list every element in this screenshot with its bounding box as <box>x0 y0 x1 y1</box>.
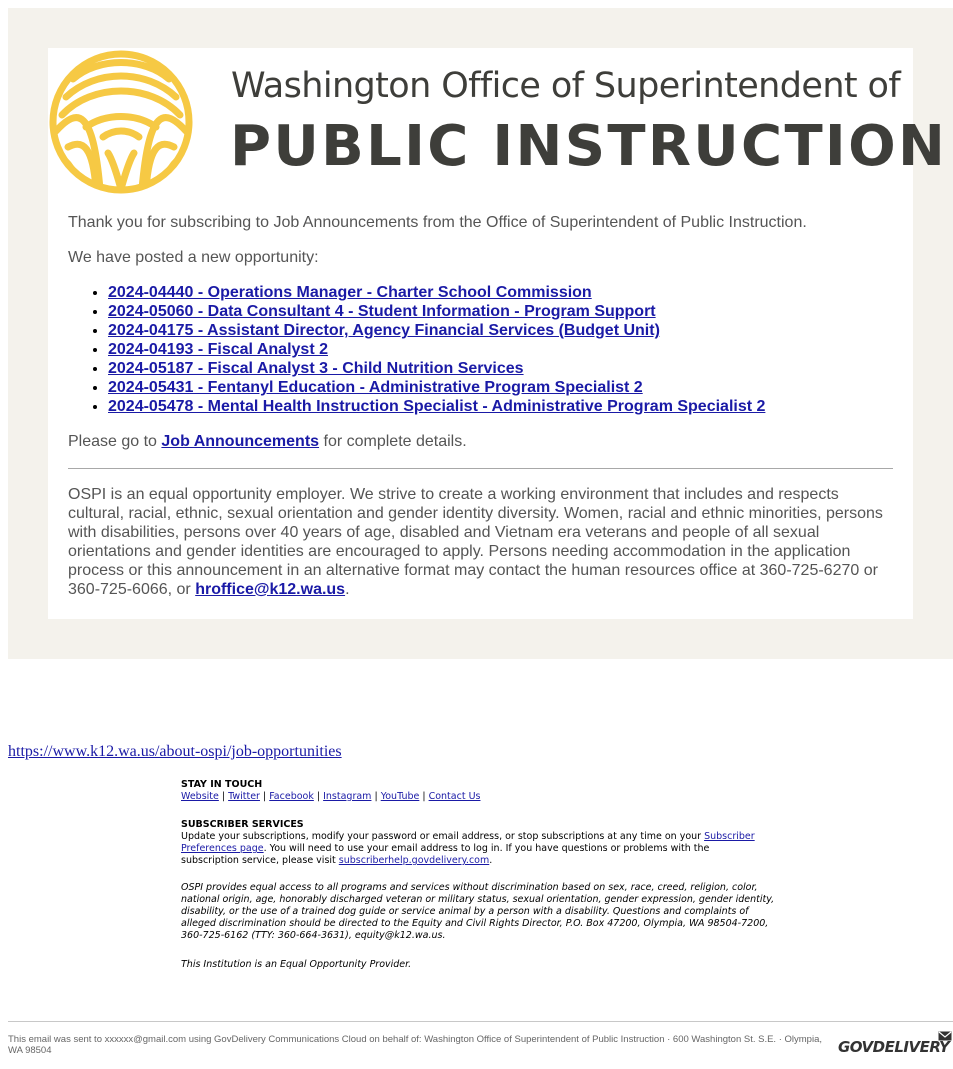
email-card <box>48 48 948 619</box>
details-prefix: Please go to <box>68 433 162 450</box>
contact-us-link[interactable]: Contact Us <box>428 791 481 802</box>
website-link[interactable]: Website <box>181 791 219 802</box>
job-link[interactable]: 2024-05478 - Mental Health Instruction Specialist - Administrative Program Specialist 2 <box>108 398 766 415</box>
nondiscrimination-text: OSPI provides equal access to all programs and services without discrimination based on sex, race, creed, religion, color, national origin, age, honorably discharged veteran or military status, sexual orientation, gender expression, gender identity, disability, or the use of a trained dog guide or service animal by a person with a disability. Questions and complaints of alleged discrimination should be directed to the Equity and Civil Rights Director, P.O. Box 47200, Olympia, WA 98504-7200, 360-725-6162 (TTY: 360-664-3631), equity@k12.wa.us. <box>181 882 775 941</box>
subscriber-services-title: SUBSCRIBER SERVICES <box>181 819 304 830</box>
job-link[interactable]: 2024-04440 - Operations Manager - Charter School Commission <box>108 284 592 301</box>
job-announcements-link[interactable]: Job Announcements <box>161 433 320 450</box>
list-item <box>108 397 765 416</box>
list-item <box>108 283 765 302</box>
job-link[interactable]: 2024-04175 - Assistant Director, Agency Financial Services (Budget Unit) <box>108 322 660 339</box>
list-item <box>108 321 765 340</box>
bottom-divider <box>8 1021 953 1022</box>
list-item <box>108 359 765 378</box>
youtube-link[interactable]: YouTube <box>380 791 420 802</box>
job-link[interactable]: 2024-05060 - Data Consultant 4 - Student Information - Program Support <box>108 303 656 320</box>
posted-text: We have posted a new opportunity: <box>68 249 319 266</box>
header-org-name: Washington Office of Superintendent of <box>231 66 901 106</box>
email-outer-frame <box>8 8 953 659</box>
hr-email-link[interactable]: hroffice@k12.wa.us <box>195 581 346 598</box>
stay-in-touch-title: STAY IN TOUCH <box>181 779 263 790</box>
eeo-text: OSPI is an equal opportunity employer. We strive to create a working environment that includes and respects cultural, racial, ethnic, sexual orientation and gender identity diversity. Women, racial and ethnic minorities, persons with disabilities, persons over 40 years of age, disabled and Vietnam era veterans and people of all sexual orientations and gender identities are encouraged to apply. Persons needing accommodation in the application process or this announcement in an alternative format may contact the human resources office at 360-725-6270 or 360-725-6066, or <box>68 486 883 598</box>
govdelivery-logo <box>838 1030 953 1060</box>
header-public-instruction: PUBLIC INSTRUCTION <box>230 114 948 179</box>
subscriber-text-2: . You will need to use your email address to log in. If you have questions or problems with the subscription service, please visit <box>181 843 710 866</box>
job-link[interactable]: 2024-05431 - Fentanyl Education - Administrative Program Specialist 2 <box>108 379 643 396</box>
subscriber-text-1: Update your subscriptions, modify your password or email address, or stop subscriptions at any time on your <box>181 831 705 842</box>
sent-to-text: This email was sent to xxxxxx@gmail.com using GovDelivery Communications Cloud on behalf of: Washington Office of Superintendent of Public Instruction · 600 Washington St. S.E. · Olympia, WA 98504 <box>8 1034 822 1056</box>
list-item <box>108 378 765 397</box>
divider <box>68 468 893 469</box>
facebook-link[interactable]: Facebook <box>269 791 314 802</box>
subscriber-services-text <box>181 831 761 867</box>
subscriber-preferences-link[interactable]: Subscriber Preferences page <box>181 831 755 854</box>
ospi-header <box>48 48 948 198</box>
govdelivery-wordmark: GOVDELIVERY <box>838 1038 950 1056</box>
job-link[interactable]: 2024-05187 - Fiscal Analyst 3 - Child Nutrition Services <box>108 360 524 377</box>
eeo-statement <box>68 485 893 599</box>
job-list <box>68 283 765 416</box>
equal-provider-text: This Institution is an Equal Opportunity Provider. <box>181 959 412 970</box>
ospi-logo-icon <box>48 49 194 195</box>
details-suffix: for complete details. <box>319 433 467 450</box>
subscriber-text-3: . <box>489 855 493 866</box>
stay-in-touch-section <box>181 779 480 803</box>
job-link[interactable]: 2024-04193 - Fiscal Analyst 2 <box>108 341 328 358</box>
social-links: Website | Twitter | Facebook | Instagram | YouTube | Contact Us <box>181 791 481 802</box>
intro-text: Thank you for subscribing to Job Announcements from the Office of Superintendent of Public Instruction. <box>68 214 807 231</box>
job-opportunities-url-link[interactable]: https://www.k12.wa.us/about-ospi/job-opportunities <box>8 743 342 760</box>
subscriber-services-section <box>181 819 761 867</box>
twitter-link[interactable]: Twitter <box>228 791 260 802</box>
eeo-end: . <box>345 581 350 598</box>
list-item <box>108 302 765 321</box>
details-text <box>68 432 467 451</box>
subscriberhelp-link[interactable]: subscriberhelp.govdelivery.com <box>338 855 490 866</box>
instagram-link[interactable]: Instagram <box>323 791 372 802</box>
list-item <box>108 340 765 359</box>
